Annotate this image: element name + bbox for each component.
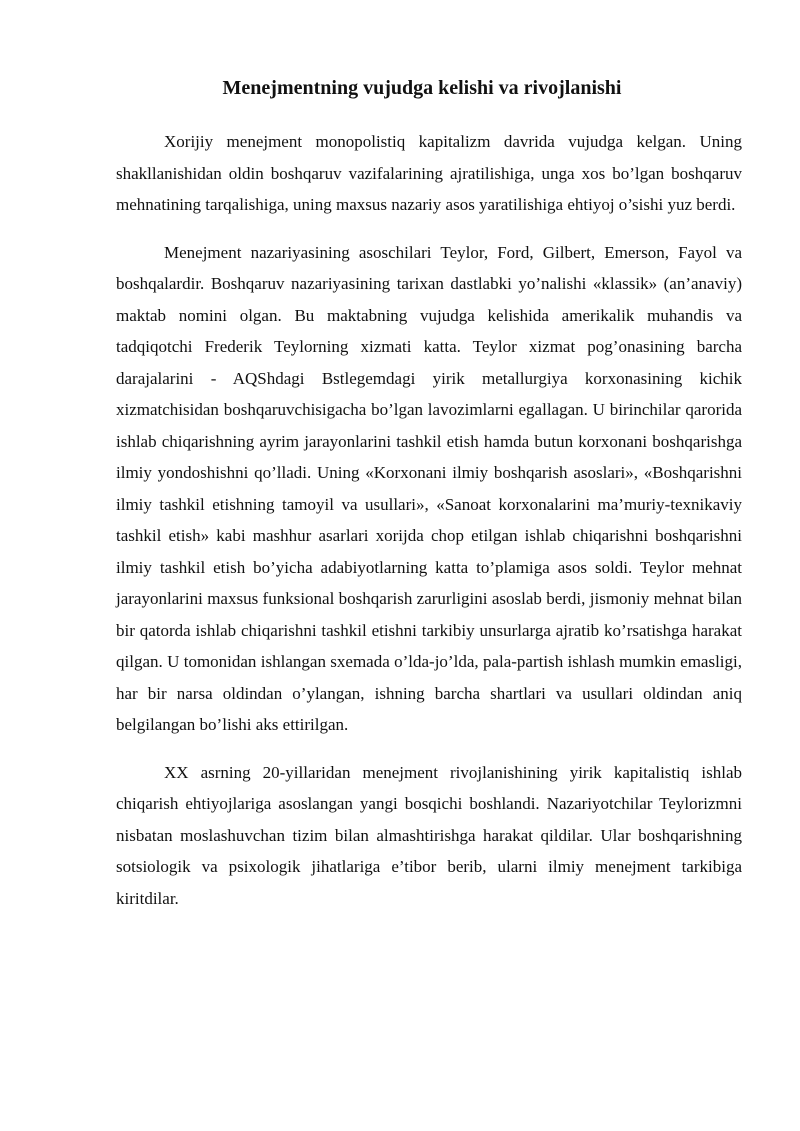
paragraph-twenties: XX asrning 20-yillaridan menejment rivojlanishining yirik kapitalistiq ishlab chiqarish ehtiyojlariga asoslangan yangi bosqichi boshlandi. Nazariyotchilar Teylorizmni nisbatan moslashuvchan tizim bilan almashtirishga harakat qildilar. Ular boshqarishning sotsiologik va psixologik jihatlariga e’tibor berib, ularni ilmiy menejment tarkibiga kiritdilar.: [116, 762, 742, 908]
paragraph-intro: Xorijiy menejment monopolistiq kapitalizm davrida vujudga kelgan. Uning shakllanishidan oldin boshqaruv vazifalarining ajratilishiga, unga xos bo’lgan boshqaruv mehnatining tarqalishiga, uning maxsus nazariy asos yaratilishiga ehtiyoj o’sishi yuz berdi.: [116, 132, 742, 214]
page-title: Menejmentning vujudga kelishi va rivojlanishi: [222, 77, 622, 99]
paragraph-classical-school: Menejment nazariyasining asoschilari Teylor, Ford, Gilbert, Emerson, Fayol va boshqalardir. Boshqaruv nazariyasining tarixan dastlabki yo’nalishi «klassik» (an’anaviy) maktab nomini olgan. Bu maktabning vujudga kelishida amerikalik muhandis va tadqiqotchi Frederik Teylorning xizmati katta. Teylor xizmat pog’onasining barcha darajalarini - AQShdagi Bstlegemdagi yirik metallurgiya korxonasining kichik xizmatchisidan boshqaruvchisigacha bo’lgan lavozimlarni egallagan. U birinchilar qarorida ishlab chiqarishning ayrim jarayonlarini tashkil etish hamda butun korxonani boshqarishga ilmiy yondoshishni qo’lladi. Uning «Korxonani ilmiy boshqarish asoslari», «Boshqarishni ilmiy tashkil etishning tamoyil va usullari», «Sanoat korxonalarini ma’muriy-texnikaviy tashkil etish» kabi mashhur asarlari xorijda chop etilgan ishlab chiqarishni boshqarishni ilmiy tashkil etish bo’yicha adabiyotlarning katta to’plamiga asos soldi. Teylor mehnat jarayonlarini maxsus funksional boshqarish zarurligini asoslab berdi, jismoniy mehnat bilan bir qatorda ishlab chiqarishni tashkil etishni tarkibiy unsurlarga ajratib ko’rsatishga harakat qilgan. U tomonidan ishlangan sxemada o’lda-jo’lda, pala-partish ishlash mumkin emasligi, har bir narsa oldindan o’ylangan, ishning barcha shartlari va usullari oldindan aniq belgilangan bo’lishi aks ettirilgan.: [116, 242, 742, 734]
